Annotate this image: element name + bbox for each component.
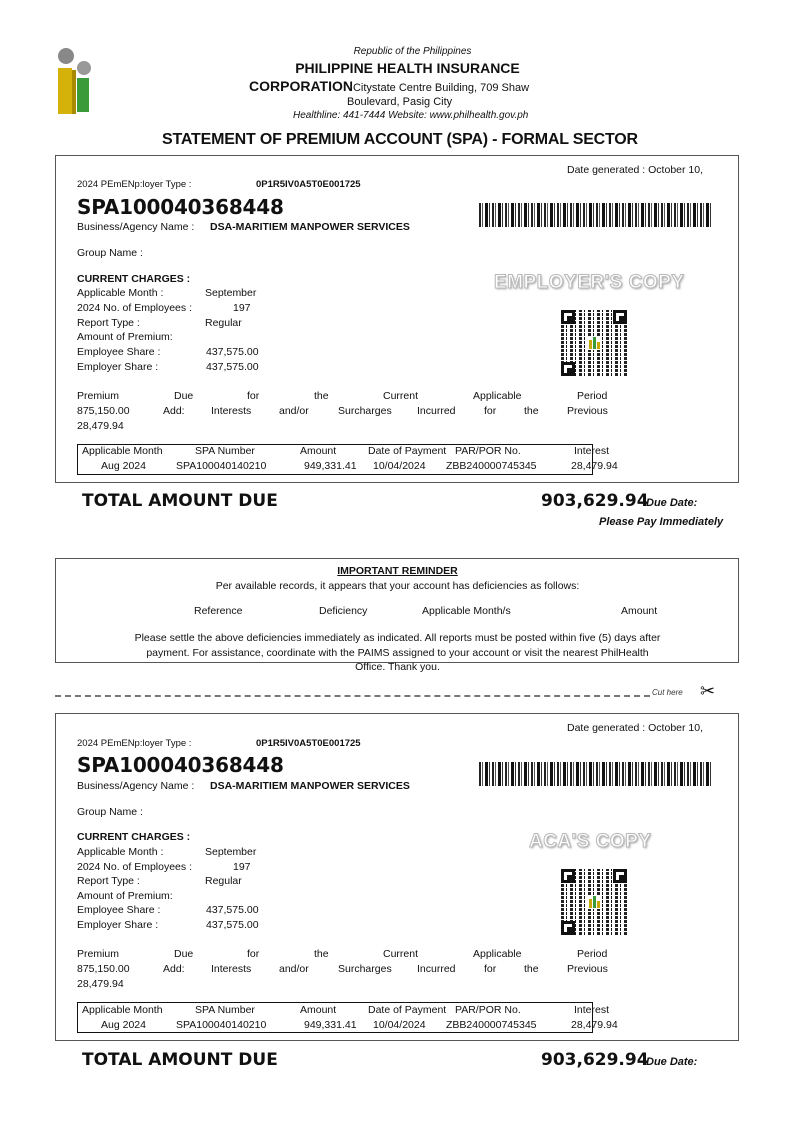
table-header: Interest — [574, 445, 610, 457]
premium-word: Premium — [77, 390, 120, 402]
premium-word: 875,150.00 — [77, 405, 130, 417]
spa-number: SPA100040368448 — [77, 195, 284, 219]
report-type-value: Regular — [205, 317, 242, 329]
amount-premium-label: Amount of Premium: — [77, 331, 173, 343]
table-cell: 949,331.41 — [304, 460, 357, 472]
reminder-intro: Per available records, it appears that your account has deficiencies as follows: — [215, 580, 580, 592]
table-cell: 28,479.94 — [571, 460, 618, 472]
premium-word: Surcharges — [338, 963, 392, 975]
table-header: PAR/POR No. — [455, 1004, 521, 1016]
premium-word: Interests — [211, 963, 252, 975]
table-cell: ZBB240000745345 — [446, 1019, 537, 1031]
current-charges-heading: CURRENT CHARGES : — [77, 831, 191, 843]
table-cell: Aug 2024 — [101, 460, 146, 472]
barcode — [479, 762, 711, 786]
premium-word: Premium — [77, 948, 120, 960]
address-part-b: Boulevard, Pasig City — [347, 96, 453, 108]
org-name-line1: PHILIPPINE HEALTH INSURANCE — [295, 60, 520, 76]
deficiency-column: Deficiency — [319, 605, 368, 617]
total-amount-value: 903,629.94 — [541, 1050, 649, 1070]
premium-word: Applicable — [473, 390, 522, 402]
business-name-value: DSA-MARITIEM MANPOWER SERVICES — [210, 780, 410, 792]
qr-code — [561, 869, 627, 935]
scissors-icon: ✂ — [700, 681, 716, 701]
pen-label: 2024 PEmENp:loyer Type : — [77, 738, 192, 749]
group-name-label: Group Name : — [77, 806, 143, 818]
address-part-a: Citystate Centre Building, 709 Shaw — [352, 82, 530, 94]
employee-share-value: 437,575.00 — [206, 904, 259, 916]
table-header: Date of Payment — [368, 445, 447, 457]
date-generated: Date generated : October 10, — [567, 722, 704, 734]
premium-word: Applicable — [473, 948, 522, 960]
total-amount-label: TOTAL AMOUNT DUE — [82, 491, 278, 511]
premium-word: the — [314, 390, 329, 402]
premium-word: the — [524, 405, 539, 417]
premium-word: the — [314, 948, 329, 960]
table-header: Applicable Month — [82, 445, 163, 457]
premium-word: Due — [174, 948, 194, 960]
table-cell: 10/04/2024 — [373, 1019, 426, 1031]
premium-word: Surcharges — [338, 405, 392, 417]
applicable-month-value: September — [205, 287, 257, 299]
reminder-body-2: payment. For assistance, coordinate with the PAIMS assigned to your account or visit the nearest PhilHealth — [146, 647, 649, 659]
group-name-label: Group Name : — [77, 247, 143, 259]
report-type-label: Report Type : — [77, 875, 140, 887]
amount-premium-label: Amount of Premium: — [77, 890, 173, 902]
employees-value: 197 — [233, 302, 251, 314]
premium-word: Current — [383, 948, 419, 960]
premium-line-3: 28,479.94 — [77, 978, 124, 990]
employee-share-label: Employee Share : — [77, 904, 161, 916]
org-name-line2 — [249, 78, 529, 94]
employer-share-value: 437,575.00 — [206, 919, 259, 931]
table-header: SPA Number — [195, 445, 255, 457]
deficiency-column: Reference — [194, 605, 243, 617]
table-header: SPA Number — [195, 1004, 255, 1016]
pen-label: 2024 PEmENp:loyer Type : — [77, 179, 192, 190]
table-cell: ZBB240000745345 — [446, 460, 537, 472]
total-amount-value: 903,629.94 — [541, 491, 649, 511]
premium-word: and/or — [279, 405, 309, 417]
table-header: Applicable Month — [82, 1004, 163, 1016]
premium-word: Add: — [163, 405, 185, 417]
premium-word: Incurred — [417, 405, 456, 417]
table-cell: SPA100040140210 — [176, 460, 267, 472]
table-cell: Aug 2024 — [101, 1019, 146, 1031]
employees-value: 197 — [233, 861, 251, 873]
table-cell: SPA100040140210 — [176, 1019, 267, 1031]
table-cell: 10/04/2024 — [373, 460, 426, 472]
business-name-label: Business/Agency Name : — [77, 221, 195, 233]
premium-word: Due — [174, 390, 194, 402]
employer-copy-stamp: EMPLOYER'S COPY — [494, 272, 685, 293]
business-name-value: DSA-MARITIEM MANPOWER SERVICES — [210, 221, 410, 233]
pen-value: 0P1R5IV0A5T0E001725 — [256, 179, 361, 190]
table-header: Amount — [300, 445, 337, 457]
business-name-label: Business/Agency Name : — [77, 780, 195, 792]
org-name-corporation: CORPORATION — [249, 78, 353, 94]
aca-copy-stamp: ACA'S COPY — [529, 831, 652, 852]
republic-line: Republic of the Philippines — [353, 46, 472, 57]
table-header: Date of Payment — [368, 1004, 447, 1016]
premium-word: Add: — [163, 963, 185, 975]
deficiency-column: Amount — [621, 605, 658, 617]
spa-number: SPA100040368448 — [77, 753, 284, 777]
barcode — [479, 203, 711, 227]
premium-word: for — [484, 405, 497, 417]
pay-immediately-note: Please Pay Immediately — [599, 516, 724, 528]
premium-word: the — [524, 963, 539, 975]
cut-here-label: Cut here — [652, 688, 683, 697]
employee-share-label: Employee Share : — [77, 346, 161, 358]
premium-word: and/or — [279, 963, 309, 975]
reminder-body-3: Office. Thank you. — [355, 661, 440, 673]
report-type-value: Regular — [205, 875, 242, 887]
table-cell: 949,331.41 — [304, 1019, 357, 1031]
due-date-label: Due Date: — [646, 1056, 698, 1068]
premium-word: Interests — [211, 405, 252, 417]
due-date-label: Due Date: — [646, 497, 698, 509]
premium-word: Previous — [567, 405, 608, 417]
statement-title: STATEMENT OF PREMIUM ACCOUNT (SPA) - FORMAL SECTOR — [162, 131, 638, 148]
premium-word: 875,150.00 — [77, 963, 130, 975]
report-type-label: Report Type : — [77, 317, 140, 329]
premium-line-3: 28,479.94 — [77, 420, 124, 432]
employer-share-label: Employer Share : — [77, 919, 159, 931]
premium-word: Current — [383, 390, 419, 402]
reminder-title: IMPORTANT REMINDER — [337, 565, 458, 577]
table-header: Amount — [300, 1004, 337, 1016]
current-charges-heading: CURRENT CHARGES : — [77, 273, 191, 285]
applicable-month-label: Applicable Month : — [77, 287, 164, 299]
premium-word: Incurred — [417, 963, 456, 975]
qr-code — [561, 310, 627, 376]
table-header: PAR/POR No. — [455, 445, 521, 457]
total-amount-label: TOTAL AMOUNT DUE — [82, 1050, 278, 1070]
premium-word: for — [247, 390, 260, 402]
table-cell: 28,479.94 — [571, 1019, 618, 1031]
employee-share-value: 437,575.00 — [206, 346, 259, 358]
employees-label: 2024 No. of Employees : — [77, 861, 192, 873]
table-header: Interest — [574, 1004, 610, 1016]
employees-label: 2024 No. of Employees : — [77, 302, 192, 314]
premium-word: for — [247, 948, 260, 960]
applicable-month-label: Applicable Month : — [77, 846, 164, 858]
applicable-month-value: September — [205, 846, 257, 858]
employer-share-label: Employer Share : — [77, 361, 159, 373]
reminder-body-1: Please settle the above deficiencies immediately as indicated. All reports must be posted within five (5) days after — [134, 632, 661, 644]
deficiency-column: Applicable Month/s — [422, 605, 511, 617]
date-generated: Date generated : October 10, — [567, 164, 704, 176]
cut-line — [55, 695, 650, 697]
pen-value: 0P1R5IV0A5T0E001725 — [256, 738, 361, 749]
hotline-website: Healthline: 441-7444 Website: www.philhealth.gov.ph — [293, 110, 529, 121]
premium-word: Previous — [567, 963, 608, 975]
premium-word: Period — [577, 390, 608, 402]
employer-share-value: 437,575.00 — [206, 361, 259, 373]
premium-word: Period — [577, 948, 608, 960]
premium-word: for — [484, 963, 497, 975]
